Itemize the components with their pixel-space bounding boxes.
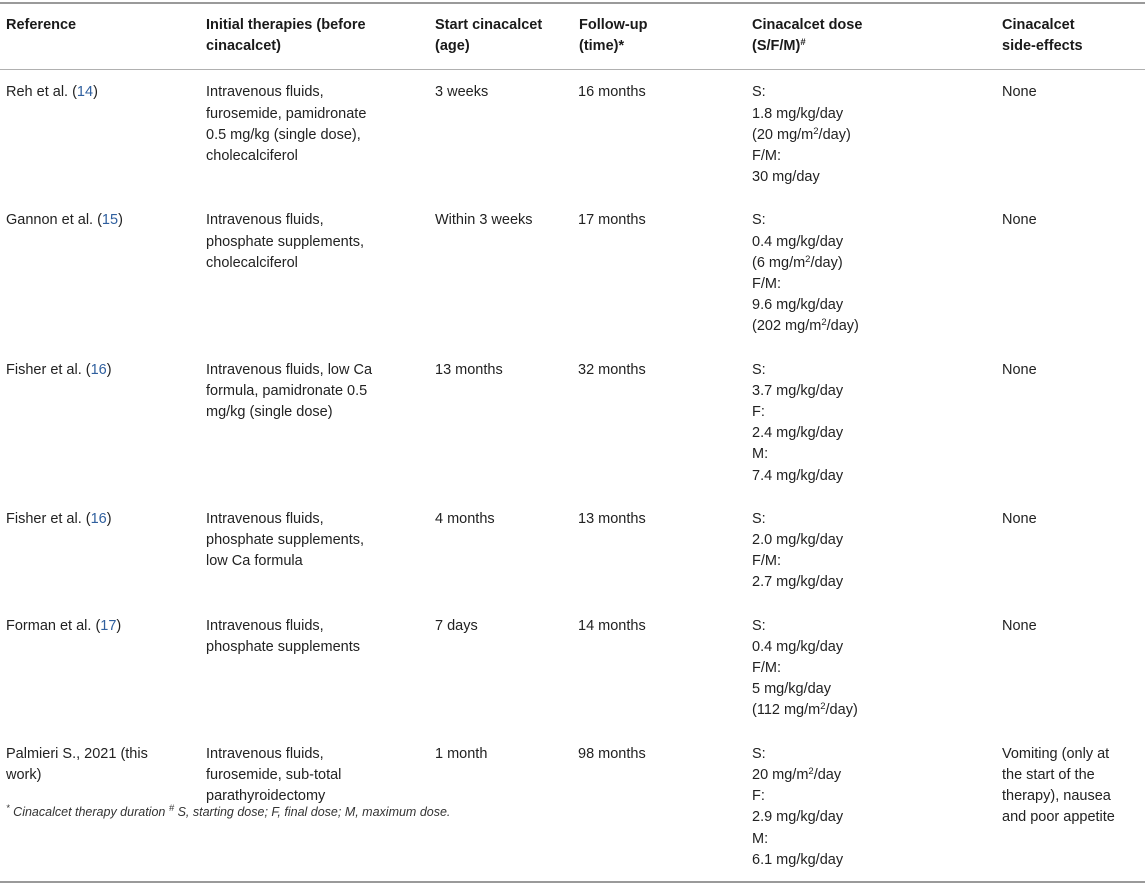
table-row: [0, 497, 1145, 604]
dose-value-text: /day): [826, 318, 859, 335]
reference-cell: [0, 348, 200, 497]
dose-line: 2.7 mg/kg/day: [752, 574, 844, 591]
dose-value-text: (20 mg/m: [752, 126, 814, 143]
therapy-line: parathyroidectomy: [206, 788, 326, 805]
dose-value-text: (112 mg/m: [752, 702, 821, 719]
therapy-line: cholecalciferol: [206, 254, 298, 271]
header-cinacalcet-dose: Cinacalcet dose (S/F/M)#: [752, 17, 863, 55]
reference-number-link[interactable]: 14: [76, 84, 94, 101]
dose-cell: [746, 348, 996, 497]
dose-line: [752, 700, 996, 721]
therapy-line: low Ca formula: [206, 553, 303, 570]
dose-line: F:: [752, 788, 765, 805]
dose-value-text: /day): [818, 126, 851, 143]
initial-therapies-cell: [200, 497, 429, 604]
dose-line: S:: [752, 84, 766, 101]
dose-cell: [746, 604, 996, 732]
reference-line: Palmieri S., 2021 (this: [6, 745, 148, 762]
reference-close-paren: ): [106, 510, 112, 527]
superscript: 2: [813, 125, 819, 137]
side-effect-line: Vomiting (only at: [1002, 745, 1110, 762]
therapy-line: Intravenous fluids,: [206, 510, 324, 527]
dose-line: 2.9 mg/kg/day: [752, 809, 844, 826]
reference-number-link[interactable]: 16: [90, 510, 107, 527]
dose-line: [752, 765, 996, 786]
therapy-line: Intravenous fluids,: [206, 84, 324, 101]
dose-line: F/M:: [752, 276, 781, 293]
dose-line: S:: [752, 212, 766, 229]
side-effect-line: None: [1002, 361, 1037, 378]
dose-line: S:: [752, 361, 766, 378]
therapy-line: formula, pamidronate 0.5: [206, 382, 368, 399]
dose-value-text: (6 mg/m: [752, 254, 806, 271]
initial-therapies-cell: [200, 604, 429, 732]
header-follow-up: Follow-up (time)*: [579, 17, 648, 55]
reference-cell: [0, 198, 200, 347]
dose-cell: [746, 70, 996, 198]
cinacalcet-table-body: [0, 70, 1145, 881]
reference-cell: [0, 497, 200, 604]
follow-up-cell: 16 months: [578, 84, 646, 101]
table-footnote: * Cinacalcet therapy duration # S, starting dose; F, final dose; M, maximum dose.: [6, 803, 451, 819]
header-initial-therapies: Initial therapies (before cinacalcet): [206, 17, 366, 55]
header-reference: Reference: [6, 17, 77, 33]
reference-close-paren: ): [106, 361, 112, 378]
therapy-line: phosphate supplements,: [206, 233, 364, 250]
follow-up-cell: 13 months: [578, 510, 646, 527]
dose-line: S:: [752, 745, 766, 762]
reference-cell: [0, 604, 200, 732]
reference-author: Reh et al. (: [6, 84, 77, 101]
therapy-line: cholecalciferol: [206, 148, 298, 165]
table-row: [0, 70, 1145, 198]
cinacalcet-table: [0, 4, 1145, 69]
superscript: 2: [808, 765, 814, 777]
dose-line: 5 mg/kg/day: [752, 681, 831, 698]
reference-author: Gannon et al. (: [6, 212, 102, 229]
reference-close-paren: ): [118, 212, 123, 229]
dose-line: S:: [752, 510, 766, 527]
dose-line: [752, 253, 996, 274]
header-side-effects: Cinacalcet side-effects: [1002, 17, 1083, 55]
side-effect-line: None: [1002, 510, 1037, 527]
header-start-cinacalcet: Start cinacalcet (age): [435, 17, 543, 55]
side-effects-cell: [996, 348, 1145, 497]
superscript: 2: [805, 253, 811, 265]
dose-line: 3.7 mg/kg/day: [752, 382, 844, 399]
reference-number-link[interactable]: 16: [90, 361, 107, 378]
reference-author: Forman et al. (: [6, 617, 101, 634]
dose-line: 7.4 mg/kg/day: [752, 467, 844, 484]
reference-author: Fisher et al. (: [6, 510, 91, 527]
dose-line: 6.1 mg/kg/day: [752, 851, 844, 868]
dose-line: M:: [752, 446, 769, 463]
table-header-row: [0, 4, 1145, 69]
side-effects-cell: [996, 604, 1145, 732]
dose-cell: [746, 732, 996, 881]
dose-line: F:: [752, 404, 765, 421]
therapy-line: 0.5 mg/kg (single dose),: [206, 126, 361, 143]
initial-therapies-cell: [200, 70, 429, 198]
dose-value-text: 20 mg/m: [752, 766, 809, 783]
side-effects-cell: [996, 70, 1145, 198]
dose-line: 0.4 mg/kg/day: [752, 233, 844, 250]
side-effects-cell: [996, 198, 1145, 347]
dose-value-text: /day: [813, 766, 842, 783]
follow-up-cell: 98 months: [578, 745, 646, 762]
dose-line: F/M:: [752, 660, 781, 677]
superscript: 2: [820, 701, 826, 713]
reference-line: work): [6, 766, 42, 783]
side-effects-cell: [996, 732, 1145, 881]
follow-up-cell: 17 months: [578, 212, 646, 229]
dose-line: [752, 316, 996, 337]
dose-cell: [746, 497, 996, 604]
side-effect-line: and poor appetite: [1002, 809, 1115, 826]
start-age-cell: 3 weeks: [435, 84, 489, 101]
dose-line: F/M:: [752, 148, 781, 165]
therapy-line: Intravenous fluids, low Ca: [206, 361, 373, 378]
dose-value-text: /day): [810, 254, 843, 271]
dose-line: 9.6 mg/kg/day: [752, 297, 844, 314]
side-effect-line: therapy), nausea: [1002, 788, 1111, 805]
side-effect-line: the start of the: [1002, 766, 1095, 783]
dose-cell: [746, 198, 996, 347]
dose-line: S:: [752, 617, 766, 634]
reference-close-paren: ): [93, 84, 98, 101]
therapy-line: Intravenous fluids,: [206, 617, 324, 634]
start-age-cell: 7 days: [435, 617, 478, 634]
start-age-cell: 1 month: [435, 745, 488, 762]
therapy-line: furosemide, pamidronate: [206, 105, 367, 122]
follow-up-cell: 14 months: [578, 617, 646, 634]
side-effect-line: None: [1002, 212, 1037, 229]
therapy-line: phosphate supplements,: [206, 532, 364, 549]
side-effect-line: None: [1002, 617, 1037, 634]
reference-author: Fisher et al. (: [6, 361, 91, 378]
table-container: [0, 2, 1145, 883]
therapy-line: furosemide, sub-total: [206, 766, 342, 783]
start-age-cell: 13 months: [435, 361, 503, 378]
initial-therapies-cell: [200, 348, 429, 497]
initial-therapies-cell: [200, 198, 429, 347]
follow-up-cell: 32 months: [578, 361, 646, 378]
dose-line: 0.4 mg/kg/day: [752, 638, 844, 655]
dose-line: [752, 125, 996, 146]
reference-number-link[interactable]: 17: [100, 617, 117, 634]
start-age-cell: 4 months: [435, 510, 495, 527]
table-row: [0, 348, 1145, 497]
reference-number-link[interactable]: 15: [101, 212, 119, 229]
start-age-cell: Within 3 weeks: [435, 212, 533, 229]
dose-value-text: /day): [825, 702, 858, 719]
superscript: 2: [821, 317, 827, 329]
therapy-line: Intravenous fluids,: [206, 745, 324, 762]
side-effects-cell: [996, 497, 1145, 604]
dose-line: 2.4 mg/kg/day: [752, 425, 844, 442]
reference-cell: [0, 70, 200, 198]
therapy-line: phosphate supplements: [206, 638, 360, 655]
reference-close-paren: ): [116, 617, 122, 634]
dose-line: 30 mg/day: [752, 169, 820, 186]
dose-line: M:: [752, 830, 769, 847]
table-row: [0, 604, 1145, 732]
therapy-line: Intravenous fluids,: [206, 212, 324, 229]
dose-value-text: (202 mg/m: [752, 318, 822, 335]
dose-line: 2.0 mg/kg/day: [752, 532, 844, 549]
therapy-line: mg/kg (single dose): [206, 404, 333, 421]
side-effect-line: None: [1002, 84, 1037, 101]
dose-line: 1.8 mg/kg/day: [752, 105, 844, 122]
dose-line: F/M:: [752, 553, 781, 570]
table-row: [0, 198, 1145, 347]
